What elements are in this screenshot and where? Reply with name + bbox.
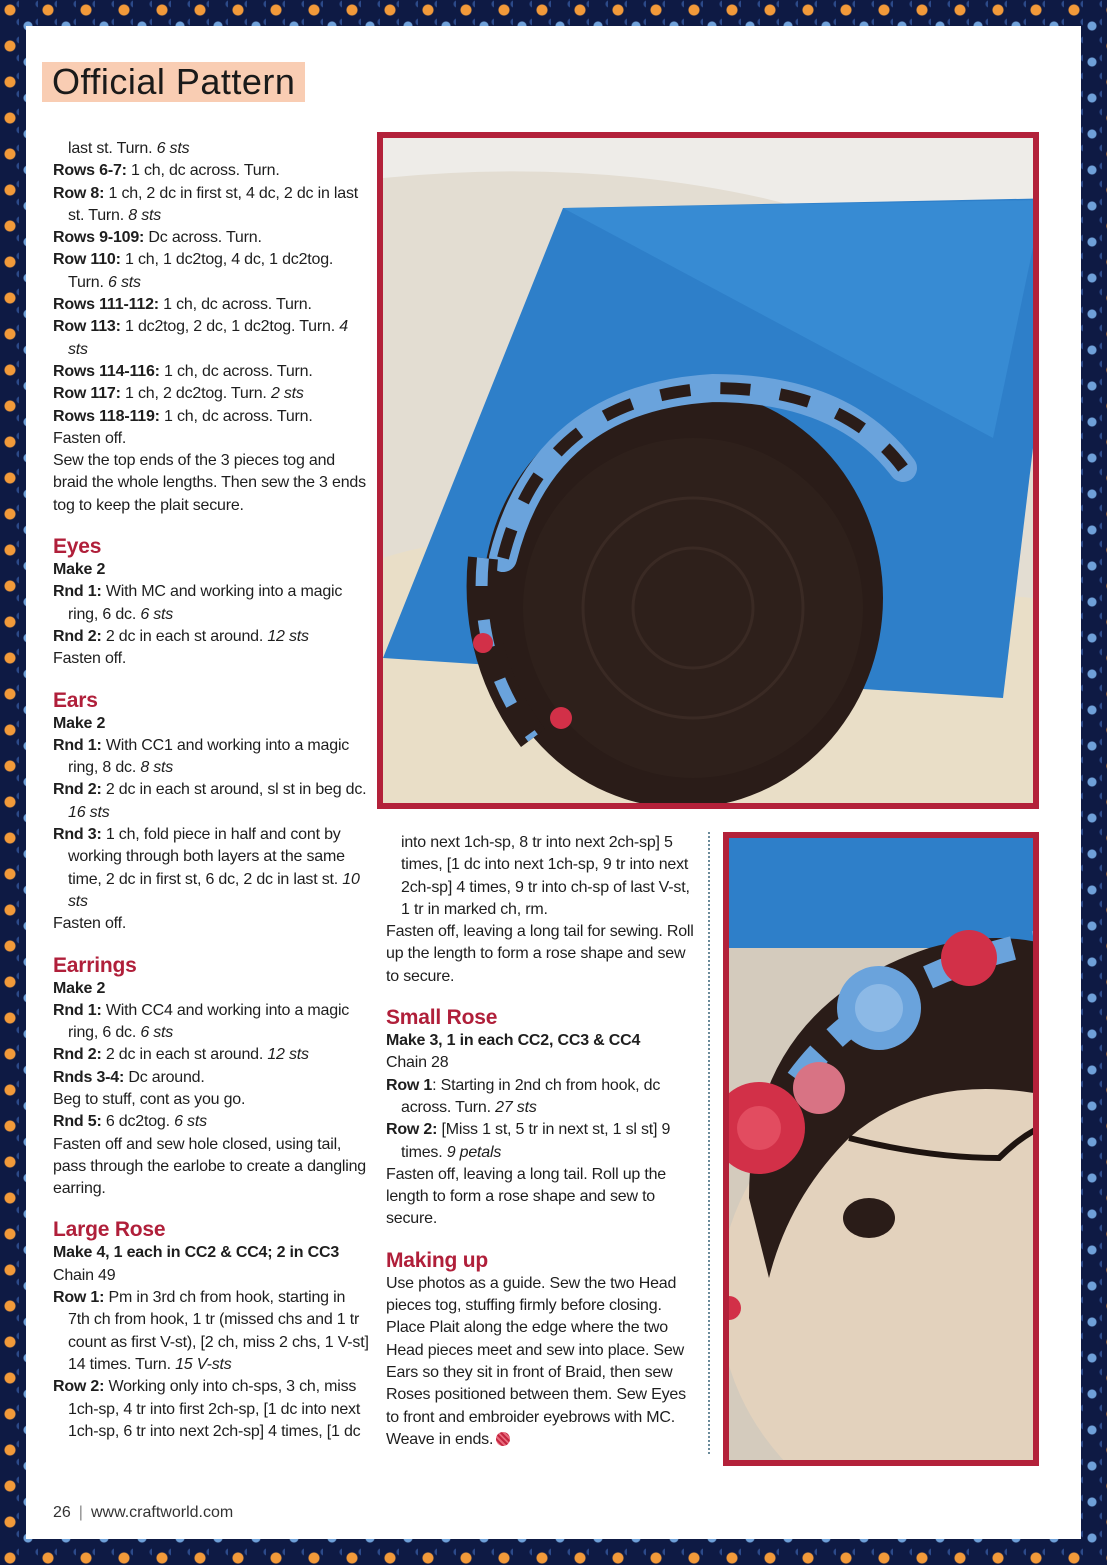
plait-row: Rows 111-112: 1 ch, dc across. Turn. <box>53 296 312 314</box>
earrings-make: Make 2 <box>53 979 106 997</box>
page-number: 26 <box>53 1504 71 1521</box>
plait-row: Row 110: 1 ch, 1 dc2tog, 4 dc, 1 dc2tog. Turn. 6 sts <box>53 251 334 291</box>
plait-row: Row 113: 1 dc2tog, 2 dc, 1 dc2tog. Turn. 4 sts <box>53 318 348 358</box>
footer-separator: | <box>78 1504 83 1521</box>
large-rose-make: Make 4, 1 each in CC2 & CC4; 2 in CC3 <box>53 1244 340 1262</box>
small-rose-row1: Row 1: Starting in 2nd ch from hook, dc across. Turn. 27 sts <box>386 1076 661 1116</box>
large-rose-row2-cont: into next 1ch-sp, 8 tr into next 2ch-sp] 5 times, [1 dc into next 1ch-sp, 9 tr into next 2ch-sp] 4 times, 9 tr into ch-sp of last V-st, 1 tr in marked ch, rm. <box>401 834 690 918</box>
large-rose-fasten: Fasten off, leaving a long tail for sewing. Roll up the length to form a rose shape and sew to secure. <box>386 923 694 985</box>
ears-fasten: Fasten off. <box>53 915 127 933</box>
earrings-rnd2: Rnd 2: 2 dc in each st around. 12 sts <box>53 1046 309 1064</box>
pattern-column-right <box>386 832 696 1451</box>
pillow-back-illustration <box>383 138 1033 803</box>
plait-row: Rows 118-119: 1 ch, dc across. Turn. <box>53 407 313 425</box>
large-rose-row2: Row 2: Working only into ch-sps, 3 ch, miss 1ch-sp, 4 tr into first 2ch-sp, [1 dc into next 1ch-sp, 6 tr into next 2ch-sp] 4 times, [1 dc <box>53 1378 361 1440</box>
large-rose-row1: Row 1: Pm in 3rd ch from hook, starting in 7th ch from hook, 1 tr (missed chs and 1 tr count as first V-st), [2 ch, miss 2 chs, 1 V-st] 14 times. Turn. 15 V-sts <box>53 1289 369 1373</box>
small-rose-chain: Chain 28 <box>386 1054 449 1072</box>
section-large-rose-title: Large Rose <box>53 1218 166 1242</box>
photo-frida-pillow-back <box>377 132 1039 809</box>
pattern-column-left <box>53 138 371 1443</box>
plait-instructions: Sew the top ends of the 3 pieces tog and braid the whole lengths. Then sew the 3 ends tog to keep the plait secure. <box>53 452 366 514</box>
earrings-rnd1: Rnd 1: With CC4 and working into a magic ring, 6 dc. 6 sts <box>53 1001 350 1042</box>
plait-fasten: Fasten off. <box>53 429 127 447</box>
earrings-rnd34: Rnds 3-4: Dc around. <box>53 1068 205 1086</box>
large-rose-chain: Chain 49 <box>53 1266 116 1284</box>
section-earrings-title: Earrings <box>53 953 137 977</box>
small-rose-row2: Row 2: [Miss 1 st, 5 tr in next st, 1 sl st] 9 times. 9 petals <box>386 1121 671 1161</box>
eyes-rnd1: Rnd 1: With MC and working into a magic ring, 6 dc. 6 sts <box>53 583 343 623</box>
plait-row: last st. Turn. 6 sts <box>68 140 190 157</box>
ears-make: Make 2 <box>53 714 106 732</box>
eyes-make: Make 2 <box>53 561 106 579</box>
ears-rnd3: Rnd 3: 1 ch, fold piece in half and cont by working through both layers at the same time, 2 dc in first st, 6 dc, 2 dc in last st. 10 sts <box>53 826 360 910</box>
ears-rnd2: Rnd 2: 2 dc in each st around, sl st in beg dc. 16 sts <box>53 781 367 821</box>
plait-row: Rows 114-116: 1 ch, dc across. Turn. <box>53 362 313 380</box>
page-header <box>42 62 305 102</box>
section-ears-title: Ears <box>53 688 98 712</box>
pillow-face-illustration <box>729 838 1033 1460</box>
earrings-rnd5: Rnd 5: 6 dc2tog. 6 sts <box>53 1113 207 1131</box>
page-footer <box>53 1503 233 1523</box>
plait-row: Row 8: 1 ch, 2 dc in first st, 4 dc, 2 dc in last st. Turn. 8 sts <box>53 184 358 224</box>
ears-rnd1: Rnd 1: With CC1 and working into a magic ring, 8 dc. 8 sts <box>53 736 350 777</box>
small-rose-make: Make 3, 1 in each CC2, CC3 & CC4 <box>386 1032 641 1050</box>
page-title: Official Pattern <box>52 61 296 102</box>
plait-row: Rows 9-109: Dc across. Turn. <box>53 229 262 247</box>
plait-row: Rows 6-7: 1 ch, dc across. Turn. <box>53 162 280 180</box>
earrings-stuff: Beg to stuff, cont as you go. <box>53 1090 246 1108</box>
earrings-finish: Fasten off and sew hole closed, using tail, pass through the earlobe to create a dangling earring. <box>53 1135 367 1198</box>
column-divider <box>708 832 710 1454</box>
small-rose-fasten: Fasten off, leaving a long tail. Roll up the length to form a rose shape and sew to secure. <box>386 1165 666 1228</box>
section-eyes-title: Eyes <box>53 535 102 559</box>
making-up-text: Use photos as a guide. Sew the two Head pieces tog, stuffing firmly before closing. Place Plait along the edge where the two Head pieces meet and sew into place. Sew Ears so they sit in front of Braid, then sew Roses positioned between them. Sew Eyes to front and embroider eyebrows with MC. Weave in ends. <box>386 1274 686 1448</box>
magazine-page <box>26 26 1081 1539</box>
photo-frida-pillow-face <box>723 832 1039 1466</box>
yarn-ball-end-icon <box>496 1432 510 1446</box>
section-small-rose-title: Small Rose <box>386 1006 498 1030</box>
eyes-rnd2: Rnd 2: 2 dc in each st around. 12 sts <box>53 627 309 645</box>
plait-rows <box>53 138 371 428</box>
plait-row: Row 117: 1 ch, 2 dc2tog. Turn. 2 sts <box>53 385 304 403</box>
section-making-up-title: Making up <box>386 1248 489 1272</box>
eyes-fasten: Fasten off. <box>53 650 127 668</box>
footer-url[interactable]: www.craftworld.com <box>90 1504 234 1521</box>
